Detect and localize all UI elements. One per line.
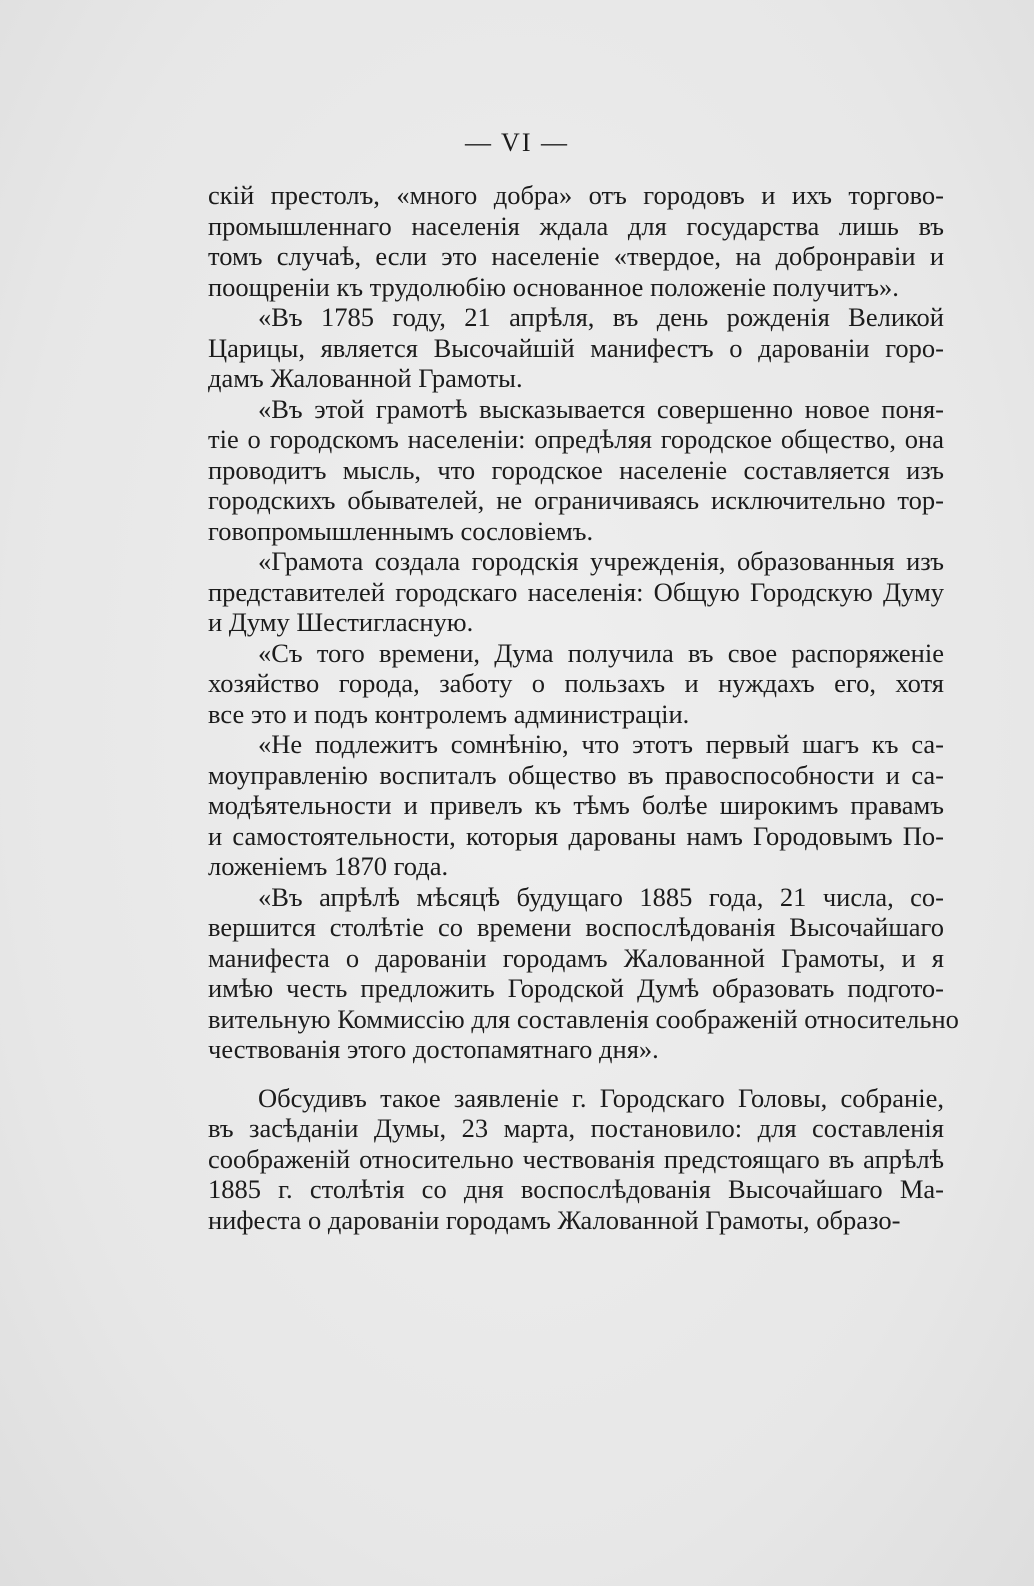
text-line: «Въ этой грамотѣ высказывается совершенно новое поня- bbox=[258, 393, 944, 424]
text-line: городскихъ обывателей, не ограничиваясь исключительно тор- bbox=[208, 485, 944, 515]
text-line: поощреніи къ трудолюбію основанное положеніе получитъ». bbox=[208, 271, 899, 302]
text-line: и самостоятельности, которыя дарованы намъ Городовымъ По- bbox=[208, 820, 944, 851]
paragraph bbox=[208, 638, 944, 730]
text-line: въ засѣданіи Думы, 23 марта, постановило: для составленія bbox=[208, 1113, 944, 1143]
paragraph bbox=[208, 394, 944, 547]
text-line: «Въ 1785 году, 21 апрѣля, въ день рожденія Великой bbox=[258, 302, 944, 332]
text-line: «Съ того времени, Дума получила въ свое распоряженіе bbox=[258, 637, 944, 668]
text-line: 1885 г. столѣтія со дня воспослѣдованія Высочайшаго Ма- bbox=[208, 1174, 944, 1204]
text-line: «Не подлежитъ сомнѣнію, что этотъ первый шагъ къ са- bbox=[258, 729, 944, 759]
text-line: вершится столѣтіе со времени воспослѣдованія Высочайшаго bbox=[208, 912, 944, 942]
paragraph bbox=[208, 546, 944, 638]
body-text bbox=[208, 180, 959, 1235]
paragraph bbox=[208, 1083, 944, 1236]
text-line: томъ случаѣ, если это населеніе «твердое, на добронравіи и bbox=[208, 241, 944, 271]
text-line: имѣю честь предложить Городской Думѣ образовать подгото- bbox=[208, 973, 944, 1003]
text-line: представителей городскаго населенія: Общую Городскую Думу bbox=[208, 576, 944, 607]
text-line: и Думу Шестигласную. bbox=[208, 607, 474, 637]
text-line: соображеній относительно чествованія предстоящаго въ апрѣлѣ bbox=[208, 1143, 944, 1174]
paragraph bbox=[208, 881, 959, 1065]
text-line: чествованія этого достопамятнаго дня». bbox=[208, 1034, 659, 1064]
text-line: скій престолъ, «много добра» отъ городовъ и ихъ торгово- bbox=[208, 180, 944, 210]
text-line: «Грамота создала городскія учрежденія, образованныя изъ bbox=[258, 546, 944, 576]
paragraph bbox=[208, 302, 944, 394]
page-number: — VI — bbox=[465, 128, 569, 157]
text-line: говопромышленнымъ сословіемъ. bbox=[208, 515, 594, 546]
paragraph bbox=[208, 729, 944, 882]
text-line: «Въ апрѣлѣ мѣсяцѣ будущаго 1885 года, 21 числа, со- bbox=[258, 881, 944, 912]
text-line: тіе о городскомъ населеніи: опредѣляя городское общество, она bbox=[208, 424, 944, 454]
text-line: все это и подъ контролемъ администраціи. bbox=[208, 698, 690, 729]
text-line: вительную Коммиссію для составленія соображеній относительно bbox=[208, 1003, 959, 1034]
text-line: хозяйство города, заботу о пользахъ и нуждахъ его, хотя bbox=[208, 668, 944, 698]
text-line: проводитъ мысль, что городское населеніе составляется изъ bbox=[208, 454, 944, 485]
paragraph-gap bbox=[208, 1065, 944, 1083]
text-line: ложеніемъ 1870 года. bbox=[208, 851, 449, 881]
text-line: Царицы, является Высочайшій манифестъ о дарованіи горо- bbox=[208, 332, 944, 363]
text-line: дамъ Жалованной Грамоты. bbox=[208, 363, 523, 393]
text-line: нифеста о дарованіи городамъ Жалованной Грамоты, образо- bbox=[208, 1204, 901, 1235]
text-line: промышленнаго населенія ждала для государства лишь въ bbox=[208, 210, 944, 241]
text-line: модѣятельности и привелъ къ тѣмъ болѣе широкимъ правамъ bbox=[208, 790, 944, 820]
text-line: моуправленію воспиталъ общество въ правоспособности и са- bbox=[208, 759, 944, 790]
text-line: манифеста о дарованіи городамъ Жалованной Грамоты, и я bbox=[208, 942, 944, 973]
paragraph bbox=[208, 180, 944, 302]
text-line: Обсудивъ такое заявленіе г. Городскаго Головы, собраніе, bbox=[258, 1082, 944, 1113]
